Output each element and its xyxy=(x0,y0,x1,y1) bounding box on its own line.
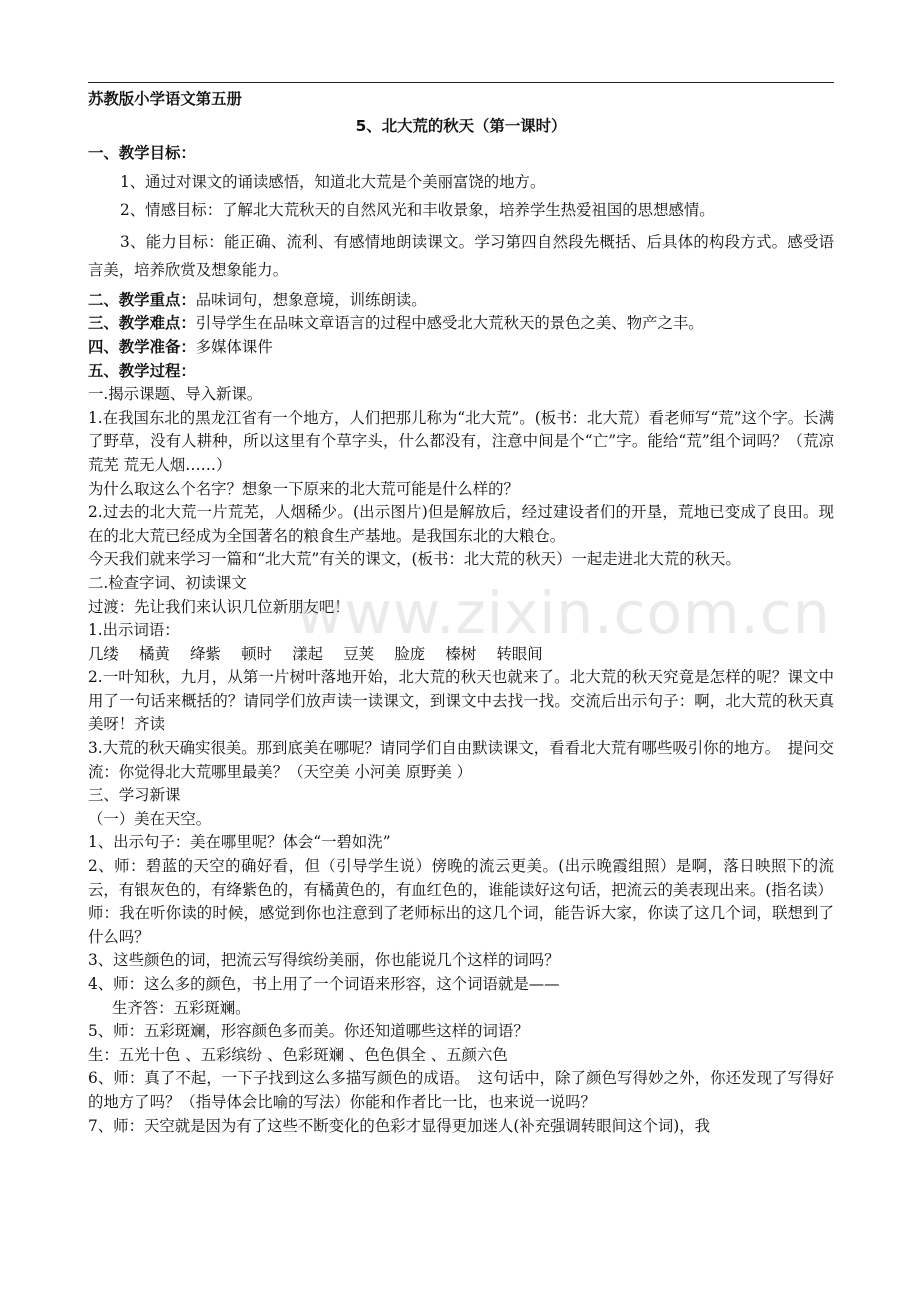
objective-item-3: 3、能力目标：能正确、流利、有感情地朗读课文。学习第四自然段先概括、后具体的构段方式。感受语言美，培养欣赏及想象能力。 xyxy=(88,232,834,279)
process-paragraph: 一.揭示课题、导入新课。 xyxy=(88,385,263,404)
section-heading-objectives: 一、教学目标： xyxy=(88,144,196,162)
process-paragraph: 1.在我国东北的黑龙江省有一个地方，人们把那儿称为“北大荒”。(板书：北大荒）看老师写“荒”这个字。长满了野草，没有人耕种，所以这里有个草字头，什么都没有，注意中间是个“亡”字。能给“荒”组个词吗？（荒凉荒芜 荒无人烟……） xyxy=(88,408,834,474)
section-label: 二、教学重点： xyxy=(88,290,196,309)
process-paragraph: 生齐答：五彩斑斓。 xyxy=(112,998,251,1017)
section-key-points xyxy=(88,289,834,313)
process-paragraph: 二.检查字词、初读课文 xyxy=(88,573,247,592)
objective-item-1: 1、通过对课文的诵读感悟，知道北大荒是个美丽富饶的地方。 xyxy=(120,172,546,191)
document-header: 苏教版小学语文第五册 xyxy=(88,90,242,108)
objective-item-2: 2、情感目标：了解北大荒秋天的自然风光和丰收景象，培养学生热爱祖国的思想感情。 xyxy=(120,201,715,220)
section-text: 引导学生在品味文章语言的过程中感受北大荒秋天的景色之美、物产之丰。 xyxy=(195,314,704,333)
process-paragraph: 1.出示词语： xyxy=(88,621,180,640)
section-preparation xyxy=(88,336,834,360)
process-paragraph: 2.过去的北大荒一片荒芜，人烟稀少。(出示图片)但是解放后，经过建设者们的开垦，荒地已变成了良田。现在的北大荒已经成为全国著名的粮食生产基地。是我国东北的大粮仓。 xyxy=(88,503,834,545)
vocabulary-list: 几缕 橘黄 绛紫 顿时 漾起 豆荚 脸庞 榛树 转眼间 xyxy=(88,644,543,663)
section-heading-process: 五、教学过程： xyxy=(88,361,196,380)
process-paragraph: 为什么取这么个名字？想象一下原来的北大荒可能是什么样的？ xyxy=(88,479,519,498)
section-difficulties xyxy=(88,312,834,336)
process-paragraph: 2.一叶知秋，九月，从第一片树叶落地开始，北大荒的秋天也就来了。北大荒的秋天究竟是怎样的呢？课文中用了一句话来概括的？请同学们放声读一读课文，到课文中去找一找。交流后出示句子：啊，北大荒的秋天真美呀！齐读 xyxy=(88,668,834,734)
process-paragraph: 生：五光十色 、五彩缤纷 、色彩斑斓 、色色俱全 、五颜六色 xyxy=(88,1045,508,1064)
process-paragraph: 7、师：天空就是因为有了这些不断变化的色彩才显得更加迷人(补充强调转眼间这个词)，我 xyxy=(88,1116,711,1135)
process-paragraph: 三、学习新课 xyxy=(88,786,181,805)
section-text: 品味词句，想象意境，训练朗读。 xyxy=(195,290,427,309)
process-paragraph: 师：我在听你读的时候，感觉到你也注意到了老师标出的这几个词，能告诉大家，你读了这几个词，联想到了什么吗？ xyxy=(88,904,834,946)
section-label: 三、教学难点： xyxy=(88,314,196,333)
process-paragraph: 6、师：真了不起，一下子找到这么多描写颜色的成语。 这句话中，除了颜色写得妙之外，你还发现了写得好的地方了吗？（指导体会比喻的写法）你能和作者比一比，也来说一说吗？ xyxy=(88,1069,834,1111)
page-title: 5、北大荒的秋天（第一课时） xyxy=(355,117,567,135)
process-paragraph: 3、这些颜色的词，把流云写得缤纷美丽，你也能说几个这样的词吗？ xyxy=(88,951,560,970)
process-paragraph: 3.大荒的秋天确实很美。那到底美在哪呢？请同学们自由默读课文，看看北大荒有哪些吸引你的地方。 提问交流：你觉得北大荒哪里最美？（天空美 小河美 原野美 ） xyxy=(88,739,834,781)
process-paragraph: 5、师：五彩斑斓，形容颜色多而美。你还知道哪些这样的词语？ xyxy=(88,1022,529,1041)
process-paragraph: 2、师：碧蓝的天空的确好看，但（引导学生说）傍晚的流云更美。(出示晚霞组照）是啊，落日映照下的流云，有银灰色的，有绛紫色的，有橘黄色的，有血红色的，谁能读好这句话，把流云的美表现出来。(指名读） xyxy=(88,857,834,899)
process-paragraph: 今天我们就来学习一篇和“北大荒”有关的课文，(板书：北大荒的秋天）一起走进北大荒的秋天。 xyxy=(88,550,741,569)
process-paragraph: 4、师：这么多的颜色，书上用了一个词语来形容，这个词语就是—— xyxy=(88,975,560,993)
process-paragraph: 过渡：先让我们来认识几位新朋友吧！ xyxy=(88,597,350,616)
document-body xyxy=(88,142,834,1138)
process-paragraph: 1、出示句子：美在哪里呢？体会“一碧如洗” xyxy=(88,833,391,852)
section-text: 多媒体课件 xyxy=(195,337,273,356)
header-rule xyxy=(88,82,834,83)
process-paragraph: （一）美在天空。 xyxy=(88,809,212,828)
section-label: 四、教学准备： xyxy=(88,337,196,356)
watermark-text: www.zixin.com.cn xyxy=(296,579,831,647)
